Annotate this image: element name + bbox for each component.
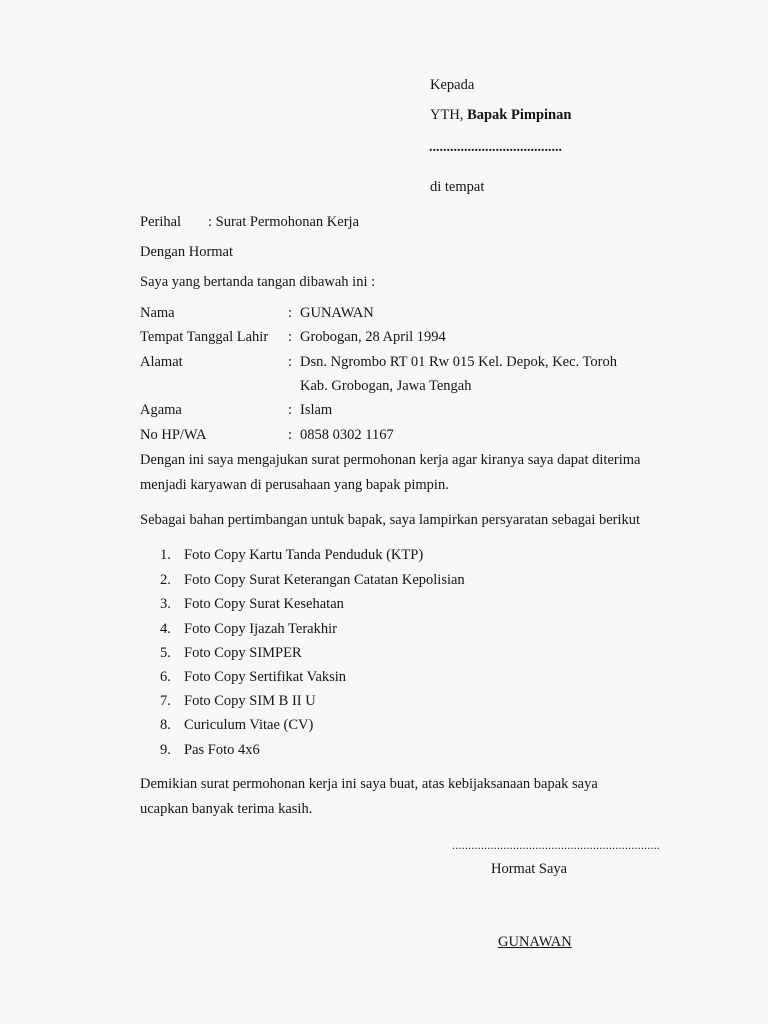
closing-line-2: ucapkan banyak terima kasih. [140,801,313,817]
list-item: Foto Copy SIM B II U [184,693,316,709]
alamat-colon: : [288,354,293,370]
recipient-dots: ...................................... [429,140,562,155]
alamat-label: Alamat [140,354,183,370]
nama-label: Nama [140,305,175,321]
agama-colon: : [288,402,293,418]
agama-value: Islam [300,402,333,418]
subject-value: : Surat Permohonan Kerja [208,214,360,230]
alamat-value-line2: Kab. Grobogan, Jawa Tengah [300,378,472,394]
greeting: Dengan Hormat [140,244,234,260]
body-paragraph-2: Sebagai bahan pertimbangan untuk bapak, saya lampirkan persyaratan sebagai berikut [140,512,641,528]
list-item-number: 6. [160,669,171,685]
signature-greeting: Hormat Saya [491,861,568,877]
list-item: Foto Copy Kartu Tanda Penduduk (KTP) [184,547,424,563]
body-paragraph-1-line-2: menjadi karyawan di perusahaan yang bapak pimpin. [140,477,449,493]
list-item-number: 3. [160,596,171,612]
recipient-kepada: Kepada [430,77,475,93]
hp-colon: : [288,427,293,443]
list-item: Foto Copy Ijazah Terakhir [184,621,337,637]
intro-text: Saya yang bertanda tangan dibawah ini : [140,274,376,290]
signature-name: GUNAWAN [498,934,572,950]
list-item: Foto Copy Surat Keterangan Catatan Kepolisian [184,572,465,588]
ttl-value: Grobogan, 28 April 1994 [300,329,446,345]
recipient-line [430,106,571,124]
ttl-label: Tempat Tanggal Lahir [140,329,269,345]
subject-label: Perihal [140,214,182,230]
list-item-number: 8. [160,717,171,733]
ttl-colon: : [288,329,293,345]
list-item-number: 2. [160,572,171,588]
signature-line: ................................................................. [452,838,660,852]
nama-value: GUNAWAN [300,305,374,321]
list-item: Foto Copy SIMPER [184,645,302,661]
list-item: Pas Foto 4x6 [184,742,260,758]
list-item-number: 4. [160,621,171,637]
recipient-name: Bapak Pimpinan [467,107,572,123]
recipient-yth: YTH, [430,107,468,123]
nama-colon: : [288,305,293,321]
list-item-number: 9. [160,742,171,758]
agama-label: Agama [140,402,182,418]
body-paragraph-1-line-1: Dengan ini saya mengajukan surat permohonan kerja agar kiranya saya dapat diterima [140,452,641,468]
hp-label: No HP/WA [140,427,207,443]
closing-line-1: Demikian surat permohonan kerja ini saya buat, atas kebijaksanaan bapak saya [140,776,598,792]
list-item-number: 1. [160,547,171,563]
list-item-number: 7. [160,693,171,709]
list-item: Curiculum Vitae (CV) [184,717,314,733]
alamat-value-line1: Dsn. Ngrombo RT 01 Rw 015 Kel. Depok, Kec. Toroh [300,354,617,370]
list-item: Foto Copy Surat Kesehatan [184,596,344,612]
list-item: Foto Copy Sertifikat Vaksin [184,669,347,685]
hp-value: 0858 0302 1167 [300,427,394,443]
list-item-number: 5. [160,645,171,661]
recipient-place: di tempat [430,179,485,195]
